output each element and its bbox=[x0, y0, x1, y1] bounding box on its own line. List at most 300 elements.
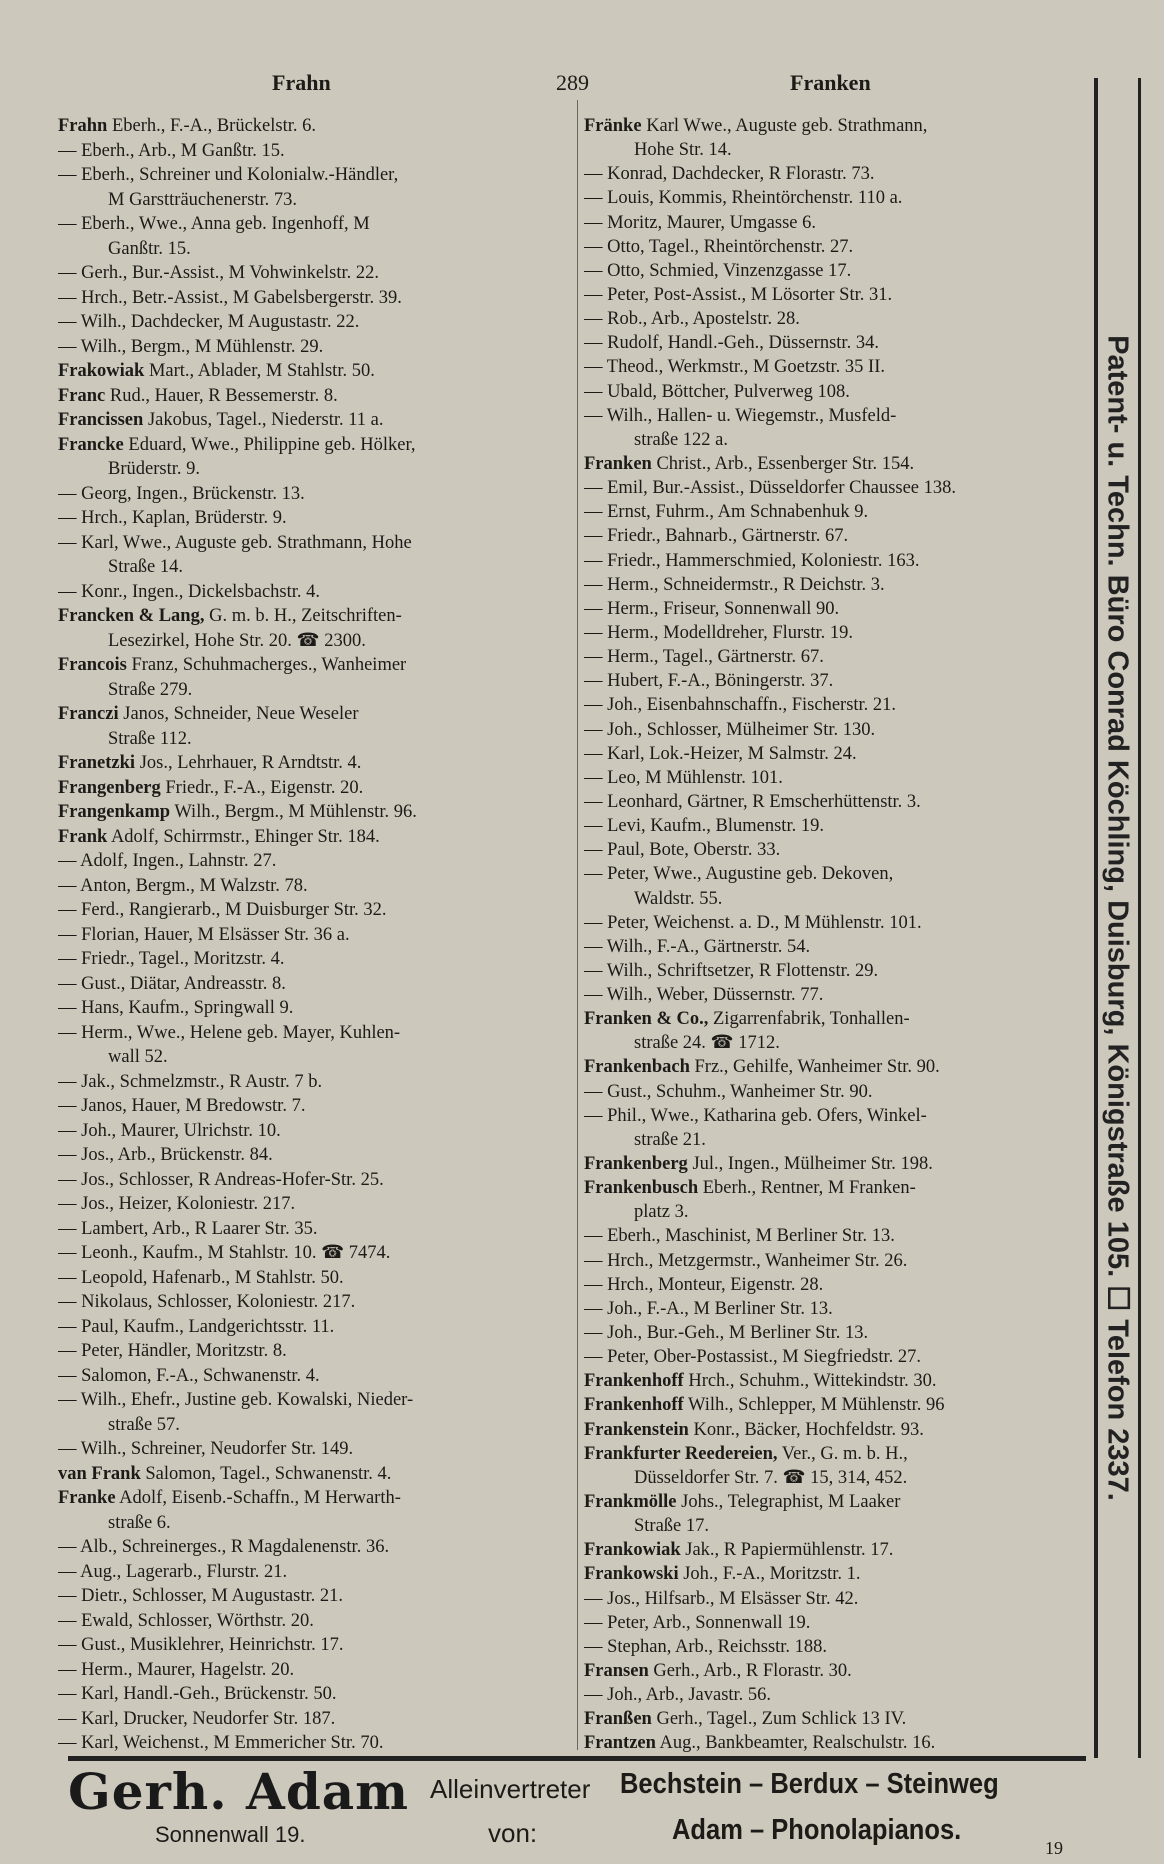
directory-entry-line bbox=[58, 506, 570, 531]
entry-text: — Wilh., Bergm., M Mühlenstr. 29. bbox=[58, 336, 324, 357]
ad-brands: Bechstein – Berdux – Steinweg bbox=[620, 1768, 999, 1800]
directory-entry-line bbox=[58, 139, 570, 164]
directory-entry-line bbox=[58, 727, 570, 752]
directory-entry-line bbox=[584, 1128, 1089, 1152]
entry-text: — Jos., Heizer, Koloniestr. 217. bbox=[58, 1194, 296, 1214]
entry-text: Jak., R Papiermühlenstr. 17. bbox=[680, 1540, 894, 1561]
directory-entry-line bbox=[58, 1486, 570, 1511]
entry-text: — Leonh., Kaufm., M Stahlstr. 10. ☎ 7474. bbox=[58, 1243, 391, 1263]
entry-surname: Frahn bbox=[58, 116, 108, 136]
directory-entry-line bbox=[58, 678, 570, 703]
entry-text: — Herm., Tagel., Gärtnerstr. 67. bbox=[584, 647, 824, 668]
directory-entry-line bbox=[584, 597, 1089, 621]
entry-text: — Wilh., Schreiner, Neudorfer Str. 149. bbox=[58, 1439, 354, 1459]
directory-entry-line bbox=[584, 1055, 1089, 1079]
entry-text: Eberh., Rentner, M Franken- bbox=[698, 1178, 916, 1199]
directory-entry-line bbox=[584, 476, 1089, 500]
entry-text: straße 24. ☎ 1712. bbox=[634, 1033, 780, 1054]
entry-surname: Franczi bbox=[58, 704, 119, 724]
directory-entry-line bbox=[58, 384, 570, 409]
entry-text: straße 6. bbox=[108, 1512, 171, 1533]
directory-entry-line bbox=[584, 1731, 1089, 1755]
entry-text: platz 3. bbox=[634, 1202, 689, 1223]
directory-entry-line bbox=[584, 838, 1089, 862]
entry-text: Jos., Lehrhauer, R Arndtstr. 4. bbox=[135, 753, 362, 773]
directory-entry-line bbox=[58, 1437, 570, 1462]
directory-entry-line bbox=[584, 283, 1089, 307]
entry-text: — Lambert, Arb., R Laarer Str. 35. bbox=[58, 1218, 318, 1239]
directory-entry-line bbox=[584, 1466, 1089, 1490]
bottom-rule bbox=[68, 1756, 1086, 1761]
entry-text: — Karl, Weichenst., M Emmericher Str. 70. bbox=[58, 1733, 384, 1753]
entry-text: — Herm., Friseur, Sonnenwall 90. bbox=[584, 598, 840, 619]
entry-surname: Frankenhoff bbox=[584, 1395, 684, 1416]
entry-text: Gerh., Arb., R Florastr. 30. bbox=[648, 1661, 852, 1681]
directory-entry-line bbox=[584, 1297, 1089, 1321]
ad-company-name: Gerh. Adam bbox=[68, 1762, 410, 1821]
directory-entry-line bbox=[58, 1535, 570, 1560]
directory-entry-line bbox=[584, 573, 1089, 597]
directory-entry-line bbox=[58, 996, 570, 1021]
directory-entry-line bbox=[584, 452, 1089, 476]
entry-text: — Joh., Arb., Javastr. 56. bbox=[584, 1685, 772, 1706]
entry-text: Hohe Str. 14. bbox=[634, 140, 732, 161]
entry-text: — Adolf, Ingen., Lahnstr. 27. bbox=[58, 851, 277, 871]
directory-entry-line bbox=[58, 237, 570, 262]
entry-text: — Karl, Drucker, Neudorfer Str. 187. bbox=[58, 1708, 336, 1729]
entry-text: Adolf, Schirrmstr., Ehinger Str. 184. bbox=[107, 826, 380, 847]
entry-text: — Peter, Ober-Postassist., M Siegfriedstr. 27. bbox=[584, 1347, 922, 1368]
directory-entry-line bbox=[58, 310, 570, 335]
directory-entry-line bbox=[584, 621, 1089, 645]
entry-surname: Frangenberg bbox=[58, 777, 161, 798]
entry-text: — Eberh., Arb., M Ganßtr. 15. bbox=[58, 140, 285, 161]
directory-entry-line bbox=[584, 1418, 1089, 1442]
directory-entry-line bbox=[584, 645, 1089, 669]
entry-text: — Ferd., Rangierarb., M Duisburger Str. 32. bbox=[58, 900, 387, 920]
directory-entry-line bbox=[584, 814, 1089, 838]
entry-text: Jakobus, Tagel., Niederstr. 11 a. bbox=[143, 410, 384, 430]
directory-entry-line bbox=[584, 1442, 1089, 1466]
entry-text: — Otto, Schmied, Vinzenzgasse 17. bbox=[584, 260, 852, 281]
entry-text: Mart., Ablader, M Stahlstr. 50. bbox=[144, 361, 375, 381]
side-border-left bbox=[1094, 78, 1098, 1758]
directory-entry-line bbox=[58, 1266, 570, 1291]
entry-text: — Phil., Wwe., Katharina geb. Ofers, Winkel- bbox=[584, 1105, 927, 1126]
entry-text: Rud., Hauer, R Bessemerstr. 8. bbox=[105, 385, 338, 406]
directory-entry-line bbox=[584, 1249, 1089, 1273]
ad-label: Alleinvertreter bbox=[430, 1774, 591, 1804]
directory-entry-line bbox=[58, 1143, 570, 1168]
directory-entry-line bbox=[584, 935, 1089, 959]
entry-text: Düsseldorfer Str. 7. ☎ 15, 314, 452. bbox=[634, 1467, 908, 1488]
directory-entry-line bbox=[584, 1152, 1089, 1176]
entry-text: — Dietr., Schlosser, M Augustastr. 21. bbox=[58, 1586, 343, 1606]
entry-text: — Peter, Post-Assist., M Lösorter Str. 31. bbox=[584, 284, 893, 305]
directory-entry-line bbox=[58, 359, 570, 384]
entry-text: — Ernst, Fuhrm., Am Schnabenhuk 9. bbox=[584, 502, 869, 523]
entry-text: — Peter, Händler, Moritzstr. 8. bbox=[58, 1341, 287, 1361]
entry-text: — Peter, Wwe., Augustine geb. Dekoven, bbox=[584, 864, 894, 885]
entry-text: Jul., Ingen., Mülheimer Str. 198. bbox=[687, 1154, 933, 1175]
entry-surname: Frankenberg bbox=[584, 1154, 688, 1175]
entry-text: Eberh., F.-A., Brückelstr. 6. bbox=[107, 116, 317, 136]
entry-surname: Frangenkamp bbox=[58, 802, 171, 822]
entry-surname: Frankfurter Reedereien, bbox=[584, 1443, 778, 1464]
directory-entry-line bbox=[58, 947, 570, 972]
entry-text: Waldstr. 55. bbox=[634, 888, 723, 909]
directory-entry-line bbox=[58, 800, 570, 825]
directory-entry-line bbox=[58, 849, 570, 874]
entry-text: — Konr., Ingen., Dickelsbachstr. 4. bbox=[58, 581, 321, 602]
entry-text: — Hrch., Metzgermstr., Wanheimer Str. 26. bbox=[584, 1250, 908, 1271]
entry-text: — Friedr., Bahnarb., Gärtnerstr. 67. bbox=[584, 526, 849, 547]
directory-entry-line bbox=[58, 555, 570, 580]
side-border-right bbox=[1138, 78, 1141, 1758]
directory-entry-line bbox=[584, 790, 1089, 814]
directory-entry-line bbox=[584, 693, 1089, 717]
entry-text: Salomon, Tagel., Schwanenstr. 4. bbox=[140, 1463, 392, 1484]
directory-entry-line bbox=[58, 1290, 570, 1315]
entry-text: straße 122 a. bbox=[634, 429, 729, 450]
entry-text: — Paul, Kaufm., Landgerichtsstr. 11. bbox=[58, 1316, 335, 1337]
entry-text: M Garstträuchenerstr. 73. bbox=[108, 189, 298, 210]
page-number: 289 bbox=[556, 70, 589, 95]
directory-entry-line bbox=[58, 1315, 570, 1340]
entry-text: Joh., F.-A., Moritzstr. 1. bbox=[678, 1564, 861, 1585]
directory-entry-line bbox=[584, 911, 1089, 935]
directory-entry-line bbox=[584, 1176, 1089, 1200]
directory-entry-line bbox=[58, 1094, 570, 1119]
entry-surname: Frankenhoff bbox=[584, 1371, 684, 1392]
directory-entry-line bbox=[58, 1511, 570, 1536]
entry-text: — Herm., Wwe., Helene geb. Mayer, Kuhlen- bbox=[58, 1022, 401, 1043]
directory-entry-line bbox=[584, 1007, 1089, 1031]
directory-entry-line bbox=[58, 482, 570, 507]
entry-surname: Frankmölle bbox=[584, 1492, 677, 1513]
entry-text: — Herm., Modelldreher, Flurstr. 19. bbox=[584, 622, 854, 643]
directory-entry-line bbox=[58, 114, 570, 139]
entry-text: Eduard, Wwe., Philippine geb. Hölker, bbox=[123, 434, 416, 455]
entry-text: — Friedr., Hammerschmied, Koloniestr. 163. bbox=[584, 550, 920, 571]
directory-entry-line bbox=[584, 983, 1089, 1007]
entry-text: — Emil, Bur.-Assist., Düsseldorfer Chaussee 138. bbox=[584, 478, 957, 499]
directory-entry-line bbox=[58, 898, 570, 923]
directory-entry-line bbox=[584, 162, 1089, 186]
directory-entry-line bbox=[584, 1707, 1089, 1731]
entry-surname: Frankowiak bbox=[584, 1540, 681, 1561]
directory-entry-line bbox=[584, 1490, 1089, 1514]
entry-text: Aug., Bankbeamter, Realschulstr. 16. bbox=[655, 1733, 936, 1754]
entry-text: straße 21. bbox=[634, 1129, 706, 1150]
directory-entry-line bbox=[584, 1031, 1089, 1055]
entry-text: — Gust., Musiklehrer, Heinrichstr. 17. bbox=[58, 1635, 344, 1655]
directory-entry-line bbox=[58, 1682, 570, 1707]
column-divider bbox=[577, 100, 578, 1750]
entry-text: — Hubert, F.-A., Böningerstr. 37. bbox=[584, 671, 834, 692]
directory-entry-line bbox=[58, 776, 570, 801]
entry-text: — Wilh., Schriftsetzer, R Flottenstr. 29. bbox=[584, 960, 879, 981]
directory-entry-line bbox=[58, 702, 570, 727]
entry-text: Gerh., Tagel., Zum Schlick 13 IV. bbox=[651, 1709, 907, 1730]
directory-entry-line bbox=[584, 1273, 1089, 1297]
entry-surname: Frankenstein bbox=[584, 1419, 689, 1440]
entry-text: Straße 112. bbox=[108, 728, 192, 749]
entry-text: — Hrch., Monteur, Eigenstr. 28. bbox=[584, 1274, 824, 1295]
directory-entry-line bbox=[584, 1200, 1089, 1224]
entry-text: Karl Wwe., Auguste geb. Strathmann, bbox=[641, 116, 928, 136]
directory-entry-line bbox=[584, 235, 1089, 259]
directory-entry-line bbox=[58, 408, 570, 433]
entry-text: Konr., Bäcker, Hochfeldstr. 93. bbox=[688, 1419, 924, 1440]
entry-text: — Levi, Kaufm., Blumenstr. 19. bbox=[584, 816, 824, 837]
entry-surname: Francois bbox=[58, 655, 127, 675]
entry-text: Straße 14. bbox=[108, 557, 184, 577]
entry-text: Frz., Gehilfe, Wanheimer Str. 90. bbox=[689, 1057, 940, 1078]
entry-surname: Franc bbox=[58, 385, 106, 406]
directory-entry-line bbox=[58, 1339, 570, 1364]
side-advertisement: Patent- u. Techn. Büro Conrad Köchling, Duisburg, Königstraße 105. ☐ Telefon 2337. bbox=[1101, 335, 1134, 1501]
entry-text: — Herm., Schneidermstr., R Deichstr. 3. bbox=[584, 574, 885, 595]
entry-surname: Frankenbach bbox=[584, 1057, 690, 1078]
directory-entry-line bbox=[58, 604, 570, 629]
entry-text: — Peter, Weichenst. a. D., M Mühlenstr. 101. bbox=[584, 912, 922, 933]
entry-text: — Gust., Schuhm., Wanheimer Str. 90. bbox=[584, 1081, 873, 1102]
entry-text: — Hrch., Betr.-Assist., M Gabelsbergerstr. 39. bbox=[58, 287, 402, 308]
directory-entry-line bbox=[584, 1514, 1089, 1538]
directory-entry-line bbox=[58, 457, 570, 482]
entry-text: — Karl, Handl.-Geh., Brückenstr. 50. bbox=[58, 1684, 337, 1704]
directory-entry-line bbox=[58, 188, 570, 213]
entry-text: — Friedr., Tagel., Moritzstr. 4. bbox=[58, 949, 285, 969]
entry-surname: Frankowski bbox=[584, 1564, 679, 1585]
directory-entry-line bbox=[584, 742, 1089, 766]
directory-entry-line bbox=[58, 1070, 570, 1095]
directory-entry-line bbox=[584, 766, 1089, 790]
entry-surname: Franken & Co., bbox=[584, 1009, 709, 1030]
directory-entry-line bbox=[584, 1683, 1089, 1707]
directory-entry-line bbox=[584, 1562, 1089, 1586]
directory-entry-line bbox=[584, 718, 1089, 742]
entry-text: — Ewald, Schlosser, Wörthstr. 20. bbox=[58, 1610, 314, 1631]
entry-text: Wilh., Bergm., M Mühlenstr. 96. bbox=[170, 802, 417, 822]
directory-entry-line bbox=[58, 286, 570, 311]
entry-text: — Alb., Schreinerges., R Magdalenenstr. 36. bbox=[58, 1537, 390, 1557]
running-head-left: Frahn bbox=[272, 70, 331, 95]
entry-text: G. m. b. H., Zeitschriften- bbox=[204, 606, 402, 626]
entry-text: — Peter, Arb., Sonnenwall 19. bbox=[584, 1612, 811, 1633]
directory-entry-line bbox=[584, 524, 1089, 548]
entry-text: — Jos., Hilfsarb., M Elsässer Str. 42. bbox=[584, 1588, 859, 1609]
entry-text: Adolf, Eisenb.-Schaffn., M Herwarth- bbox=[115, 1488, 401, 1508]
directory-entry-line bbox=[584, 1393, 1089, 1417]
entry-text: — Gust., Diätar, Andreasstr. 8. bbox=[58, 973, 286, 994]
entry-text: — Hans, Kaufm., Springwall 9. bbox=[58, 998, 294, 1018]
entry-text: Janos, Schneider, Neue Weseler bbox=[118, 704, 359, 724]
entry-text: — Joh., Schlosser, Mülheimer Str. 130. bbox=[584, 719, 876, 740]
directory-entry-line bbox=[584, 862, 1089, 886]
running-head-right: Franken bbox=[790, 70, 871, 95]
directory-entry-line bbox=[58, 653, 570, 678]
directory-entry-line bbox=[58, 1241, 570, 1266]
directory-entry-line bbox=[58, 1388, 570, 1413]
directory-entry-line bbox=[584, 669, 1089, 693]
entry-text: Straße 279. bbox=[108, 679, 193, 700]
entry-text: — Wilh., Weber, Düssernstr. 77. bbox=[584, 985, 824, 1006]
entry-text: — Ubald, Böttcher, Pulverweg 108. bbox=[584, 381, 850, 402]
directory-entry-line bbox=[584, 355, 1089, 379]
entry-text: — Eberh., Wwe., Anna geb. Ingenhoff, M bbox=[58, 214, 370, 234]
entry-text: — Theod., Werkmstr., M Goetzstr. 35 II. bbox=[584, 357, 885, 378]
directory-entry-line bbox=[58, 629, 570, 654]
directory-entry-line bbox=[584, 1611, 1089, 1635]
entry-text: Brüderstr. 9. bbox=[108, 459, 200, 479]
directory-entry-line bbox=[58, 1045, 570, 1070]
directory-entry-line bbox=[584, 1635, 1089, 1659]
directory-entry-line bbox=[58, 335, 570, 360]
entry-text: — Moritz, Maurer, Umgasse 6. bbox=[584, 212, 816, 233]
signature-number: 19 bbox=[1045, 1838, 1063, 1858]
entry-text: — Joh., Bur.-Geh., M Berliner Str. 13. bbox=[584, 1323, 869, 1344]
directory-entry-line bbox=[58, 1658, 570, 1683]
entry-text: — Louis, Kommis, Rheintörchenstr. 110 a. bbox=[584, 188, 903, 209]
directory-entry-line bbox=[58, 1633, 570, 1658]
directory-entry-line bbox=[58, 1192, 570, 1217]
directory-entry-line bbox=[584, 959, 1089, 983]
directory-entry-line bbox=[58, 1021, 570, 1046]
directory-entry-line bbox=[58, 1731, 570, 1756]
entry-text: — Jak., Schmelzmstr., R Austr. 7 b. bbox=[58, 1071, 323, 1092]
entry-text: Straße 17. bbox=[634, 1516, 710, 1537]
entry-text: — Eberh., Schreiner und Kolonialw.-Händler, bbox=[58, 165, 399, 185]
entry-text: — Konrad, Dachdecker, R Florastr. 73. bbox=[584, 164, 875, 185]
directory-entry-line bbox=[584, 259, 1089, 283]
directory-entry-line bbox=[584, 500, 1089, 524]
directory-entry-line bbox=[58, 751, 570, 776]
entry-surname: Frantzen bbox=[584, 1733, 656, 1754]
entry-surname: Franke bbox=[58, 1488, 116, 1508]
entry-text: — Georg, Ingen., Brückenstr. 13. bbox=[58, 483, 305, 504]
entry-surname: Francissen bbox=[58, 410, 144, 430]
directory-entry-line bbox=[58, 874, 570, 899]
entry-text: — Wilh., F.-A., Gärtnerstr. 54. bbox=[584, 936, 811, 957]
entry-surname: Francken & Lang, bbox=[58, 606, 205, 626]
directory-entry-line bbox=[584, 1104, 1089, 1128]
directory-entry-line bbox=[58, 1609, 570, 1634]
entry-text: — Leonhard, Gärtner, R Emscherhüttenstr. 3. bbox=[584, 791, 921, 812]
directory-entry-line bbox=[584, 404, 1089, 428]
directory-entry-line bbox=[58, 433, 570, 458]
entry-surname: Fränke bbox=[584, 116, 642, 136]
directory-entry-line bbox=[584, 331, 1089, 355]
directory-entry-line bbox=[584, 1538, 1089, 1562]
directory-entry-line bbox=[58, 1707, 570, 1732]
entry-text: — Karl, Wwe., Auguste geb. Strathmann, Hohe bbox=[58, 532, 412, 553]
directory-entry-line bbox=[58, 1462, 570, 1487]
directory-entry-line bbox=[58, 825, 570, 850]
entry-surname: Francke bbox=[58, 434, 124, 455]
right-column bbox=[584, 114, 1089, 1756]
entry-text: — Salomon, F.-A., Schwanenstr. 4. bbox=[58, 1365, 320, 1386]
directory-entry-line bbox=[584, 307, 1089, 331]
entry-text: — Joh., Eisenbahnschaffn., Fischerstr. 21. bbox=[584, 695, 897, 716]
entry-text: — Rob., Arb., Apostelstr. 28. bbox=[584, 309, 800, 330]
entry-text: — Jos., Schlosser, R Andreas-Hofer-Str. 25. bbox=[58, 1169, 384, 1190]
directory-entry-line bbox=[584, 138, 1089, 162]
entry-surname: Frank bbox=[58, 826, 108, 847]
entry-text: Friedr., F.-A., Eigenstr. 20. bbox=[160, 777, 364, 798]
entry-text: straße 57. bbox=[108, 1414, 180, 1435]
entry-surname: Frakowiak bbox=[58, 361, 145, 381]
directory-entry-line bbox=[58, 1119, 570, 1144]
entry-text: Franz, Schuhmacherges., Wanheimer bbox=[126, 655, 407, 675]
entry-text: — Herm., Maurer, Hagelstr. 20. bbox=[58, 1659, 295, 1680]
entry-text: — Anton, Bergm., M Walzstr. 78. bbox=[58, 875, 308, 896]
directory-entry-line bbox=[58, 972, 570, 997]
entry-text: — Nikolaus, Schlosser, Koloniestr. 217. bbox=[58, 1292, 356, 1312]
directory-entry-line bbox=[58, 1168, 570, 1193]
entry-surname: van Frank bbox=[58, 1463, 141, 1484]
entry-text: Wilh., Schlepper, M Mühlenstr. 96 bbox=[683, 1395, 945, 1416]
directory-entry-line bbox=[584, 549, 1089, 573]
ad-label-von: von: bbox=[488, 1818, 538, 1848]
entry-text: — Hrch., Kaplan, Brüderstr. 9. bbox=[58, 508, 287, 528]
entry-surname: Franßen bbox=[584, 1709, 652, 1730]
entry-text: Lesezirkel, Hohe Str. 20. ☎ 2300. bbox=[108, 630, 366, 651]
entry-text: — Karl, Lok.-Heizer, M Salmstr. 24. bbox=[584, 743, 857, 764]
directory-entry-line bbox=[58, 923, 570, 948]
directory-entry-line bbox=[58, 1560, 570, 1585]
entry-text: Ver., G. m. b. H., bbox=[777, 1443, 908, 1464]
entry-text: — Otto, Tagel., Rheintörchenstr. 27. bbox=[584, 236, 854, 257]
directory-entry-line bbox=[58, 261, 570, 286]
directory-entry-line bbox=[58, 1413, 570, 1438]
directory-entry-line bbox=[584, 1080, 1089, 1104]
entry-text: — Wilh., Dachdecker, M Augustastr. 22. bbox=[58, 312, 360, 332]
entry-text: — Gerh., Bur.-Assist., M Vohwinkelstr. 22. bbox=[58, 263, 380, 283]
entry-text: Zigarrenfabrik, Tonhallen- bbox=[708, 1009, 910, 1030]
entry-text: — Joh., F.-A., M Berliner Str. 13. bbox=[584, 1298, 833, 1319]
entry-text: — Eberh., Maschinist, M Berliner Str. 13. bbox=[584, 1226, 895, 1247]
directory-entry-line bbox=[584, 1345, 1089, 1369]
entry-text: — Paul, Bote, Oberstr. 33. bbox=[584, 840, 781, 861]
entry-surname: Fransen bbox=[584, 1661, 649, 1681]
directory-entry-line bbox=[58, 212, 570, 237]
entry-text: — Rudolf, Handl.-Geh., Düssernstr. 34. bbox=[584, 333, 879, 354]
entry-surname: Frankenbusch bbox=[584, 1178, 699, 1199]
left-column bbox=[58, 114, 570, 1756]
entry-text: — Jos., Arb., Brückenstr. 84. bbox=[58, 1145, 273, 1165]
entry-text: — Wilh., Ehefr., Justine geb. Kowalski, Nieder- bbox=[58, 1390, 414, 1410]
entry-text: — Wilh., Hallen- u. Wiegemstr., Musfeld- bbox=[584, 405, 897, 426]
directory-entry-line bbox=[584, 1224, 1089, 1248]
entry-text: — Leo, M Mühlenstr. 101. bbox=[584, 767, 783, 788]
entry-text: Johs., Telegraphist, M Laaker bbox=[676, 1492, 901, 1513]
directory-entry-line bbox=[584, 1369, 1089, 1393]
directory-entry-line bbox=[584, 211, 1089, 235]
ad-address: Sonnenwall 19. bbox=[155, 1822, 306, 1847]
entry-text: — Joh., Maurer, Ulrichstr. 10. bbox=[58, 1120, 281, 1141]
entry-text: — Aug., Lagerarb., Flurstr. 21. bbox=[58, 1561, 288, 1582]
directory-entry-line bbox=[584, 887, 1089, 911]
entry-text: — Stephan, Arb., Reichsstr. 188. bbox=[584, 1636, 828, 1657]
directory-entry-line bbox=[58, 163, 570, 188]
directory-entry-line bbox=[58, 1584, 570, 1609]
ad-brands-2: Adam – Phonolapianos. bbox=[672, 1814, 962, 1846]
entry-text: — Florian, Hauer, M Elsässer Str. 36 a. bbox=[58, 924, 350, 945]
directory-entry-line bbox=[584, 428, 1089, 452]
entry-text: — Janos, Hauer, M Bredowstr. 7. bbox=[58, 1096, 306, 1116]
